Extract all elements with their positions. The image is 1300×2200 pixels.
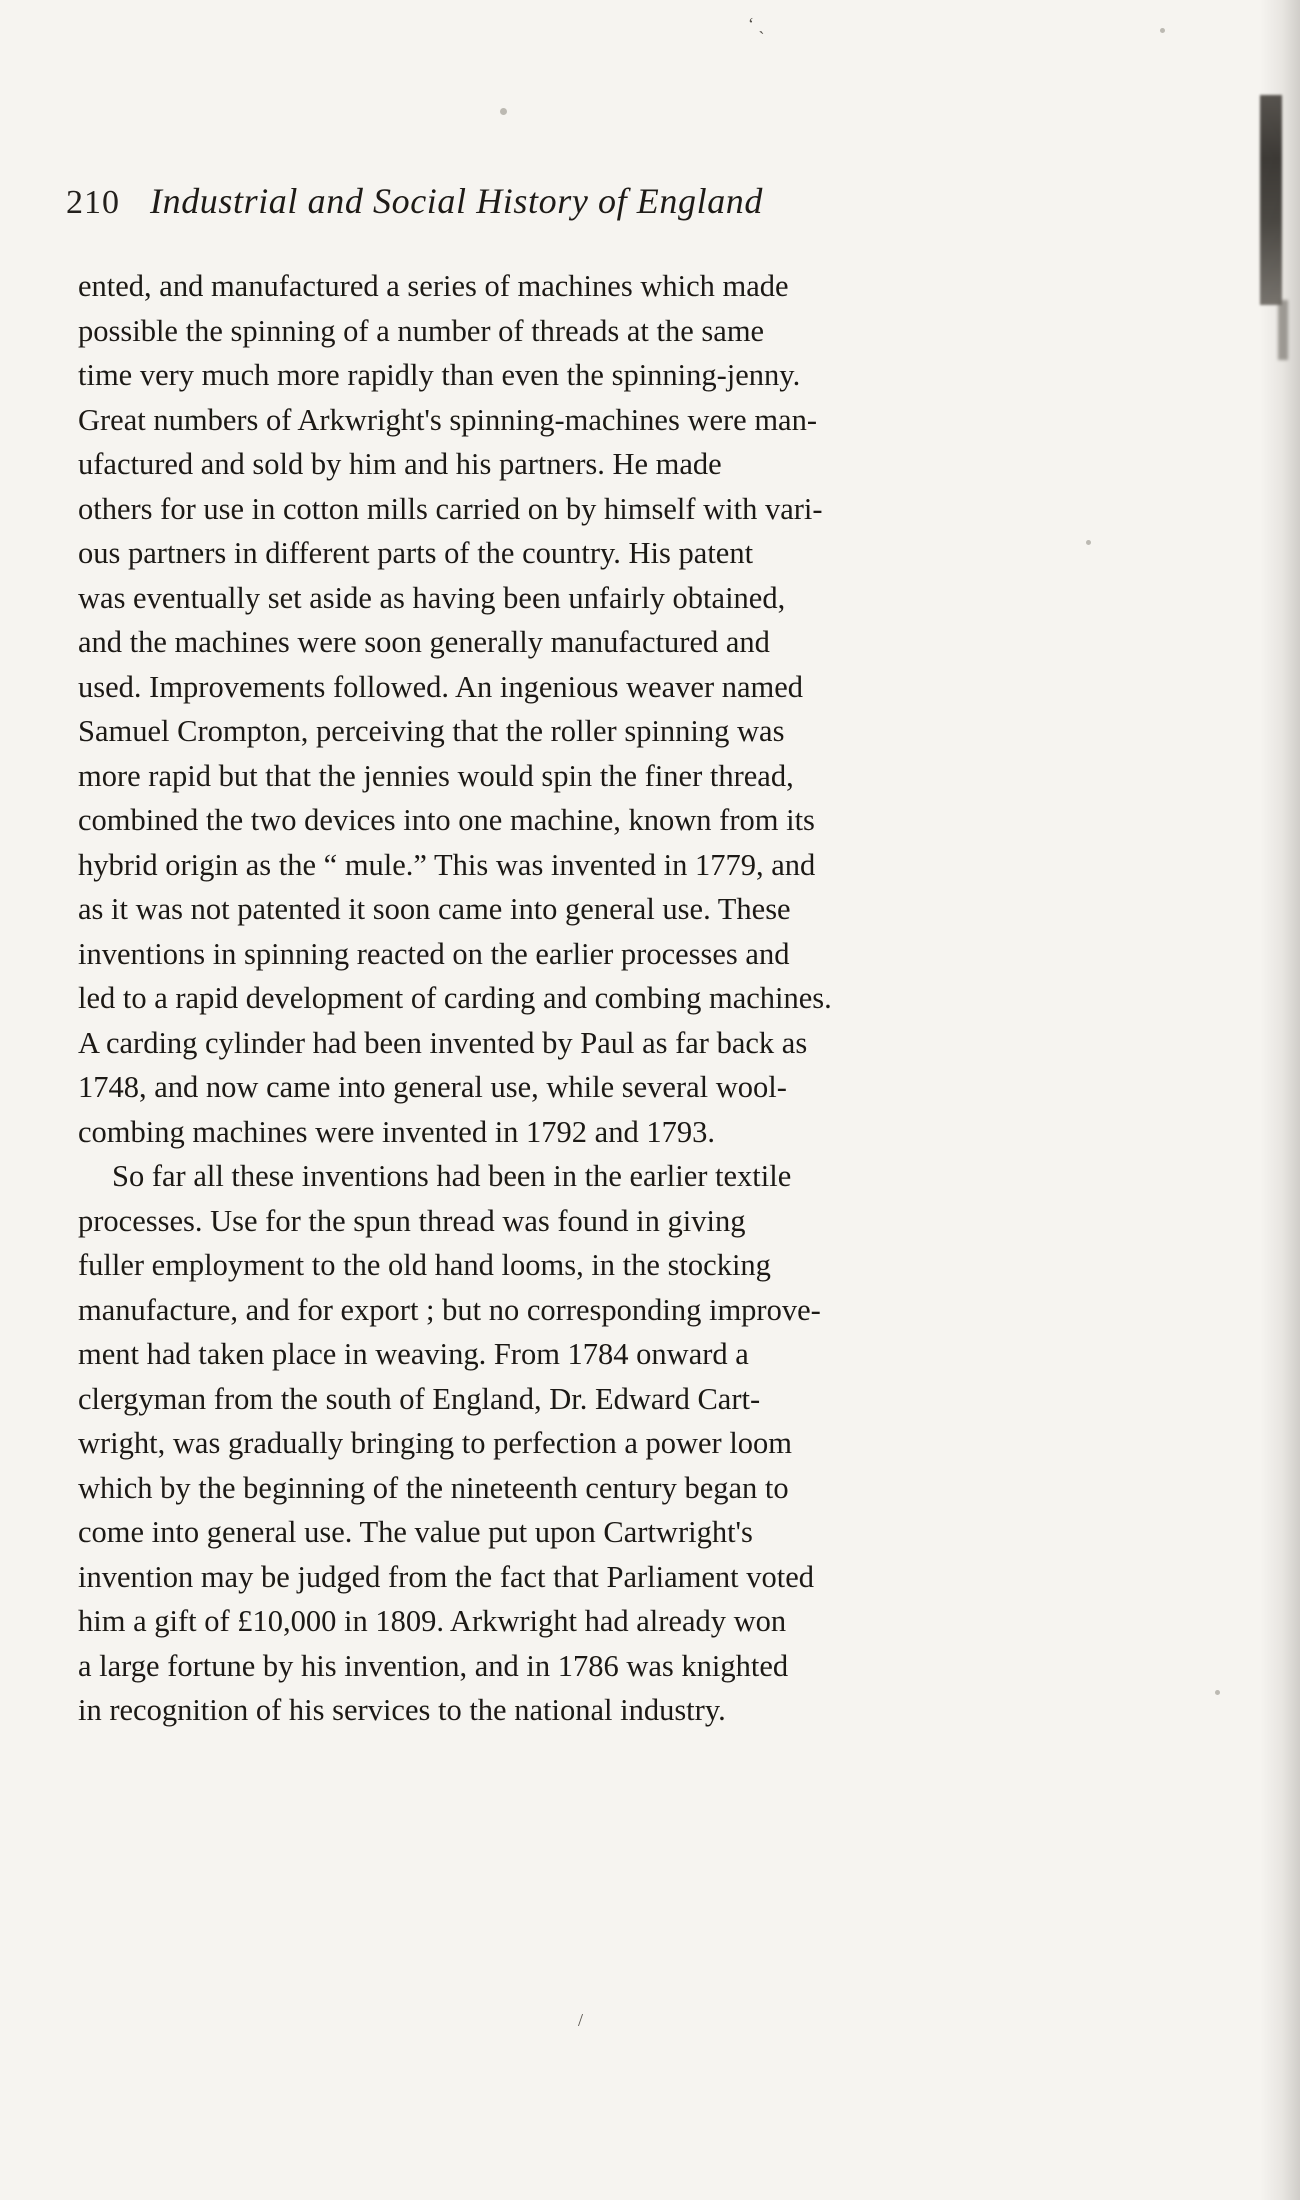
- text-line: ous partners in different parts of the country. His patent: [78, 536, 754, 570]
- text-line: possible the spinning of a number of threads at the same: [78, 313, 765, 348]
- text-line: combing machines were invented in 1792 and 1793.: [78, 1114, 715, 1149]
- text-line: 1748, and now came into general use, while several wool-: [78, 1070, 787, 1104]
- running-title: Industrial and Social History of England: [150, 181, 763, 221]
- text-line: invention may be judged from the fact that Parliament voted: [78, 1559, 815, 1594]
- scan-speck: [1160, 28, 1165, 33]
- text-line: more rapid but that the jennies would spin the finer thread,: [78, 758, 794, 793]
- scan-speck: [1215, 1690, 1220, 1695]
- text-line: inventions in spinning reacted on the earlier processes and: [78, 936, 790, 971]
- page-header: [66, 180, 1078, 222]
- page-content: [66, 0, 1078, 1733]
- scan-stray-mark: /: [578, 2010, 584, 2030]
- text-line: Samuel Crompton, perceiving that the roller spinning was: [78, 714, 785, 748]
- scan-dark-blot-secondary: [1278, 300, 1288, 360]
- text-line: was eventually set aside as having been unfairly obtained,: [78, 580, 786, 615]
- text-line: fuller employment to the old hand looms, in the stocking: [78, 1248, 771, 1282]
- text-line: Great numbers of Arkwright's spinning-machines were man-: [78, 402, 817, 437]
- text-line: So far all these inventions had been in the earlier textile: [112, 1159, 792, 1193]
- body-text: [78, 264, 1078, 1733]
- text-line-first-indented: [78, 1154, 1078, 1199]
- paragraph: [78, 264, 1078, 1154]
- text-line: combined the two devices into one machine, known from its: [78, 803, 815, 837]
- scan-speck: [1086, 540, 1091, 545]
- page-number: 210: [66, 184, 120, 221]
- text-line: in recognition of his services to the national industry.: [78, 1693, 726, 1727]
- text-line: used. Improvements followed. An ingenious weaver named: [78, 669, 804, 704]
- scan-dark-blot: [1260, 95, 1282, 305]
- text-line: manufacture, and for export ; but no corresponding improve-: [78, 1292, 821, 1327]
- text-line: wright, was gradually bringing to perfection a power loom: [78, 1426, 793, 1460]
- scan-stray-mark: ʻ ˎ: [748, 14, 765, 34]
- text-line: others for use in cotton mills carried on by himself with vari-: [78, 491, 823, 526]
- text-line: A carding cylinder had been invented by Paul as far back as: [78, 1025, 808, 1060]
- text-line: time very much more rapidly than even the spinning-jenny.: [78, 358, 801, 392]
- text-line: a large fortune by his invention, and in 1786 was knighted: [78, 1648, 789, 1683]
- text-line: as it was not patented it soon came into general use. These: [78, 892, 791, 926]
- text-line: him a gift of £10,000 in 1809. Arkwright had already won: [78, 1604, 787, 1638]
- text-line: clergyman from the south of England, Dr. Edward Cart-: [78, 1381, 761, 1416]
- text-line: which by the beginning of the nineteenth century began to: [78, 1470, 789, 1505]
- text-line: hybrid origin as the “ mule.” This was invented in 1779, and: [78, 847, 816, 882]
- text-line: and the machines were soon generally manufactured and: [78, 625, 770, 659]
- text-line: ufactured and sold by him and his partners. He made: [78, 447, 722, 481]
- paragraph: [78, 1154, 1078, 1733]
- text-line: processes. Use for the spun thread was found in giving: [78, 1203, 746, 1238]
- text-line: come into general use. The value put upon Cartwright's: [78, 1515, 753, 1549]
- text-line: ment had taken place in weaving. From 1784 onward a: [78, 1337, 749, 1371]
- text-line: ented, and manufactured a series of machines which made: [78, 269, 789, 303]
- text-line: led to a rapid development of carding and combing machines.: [78, 981, 832, 1015]
